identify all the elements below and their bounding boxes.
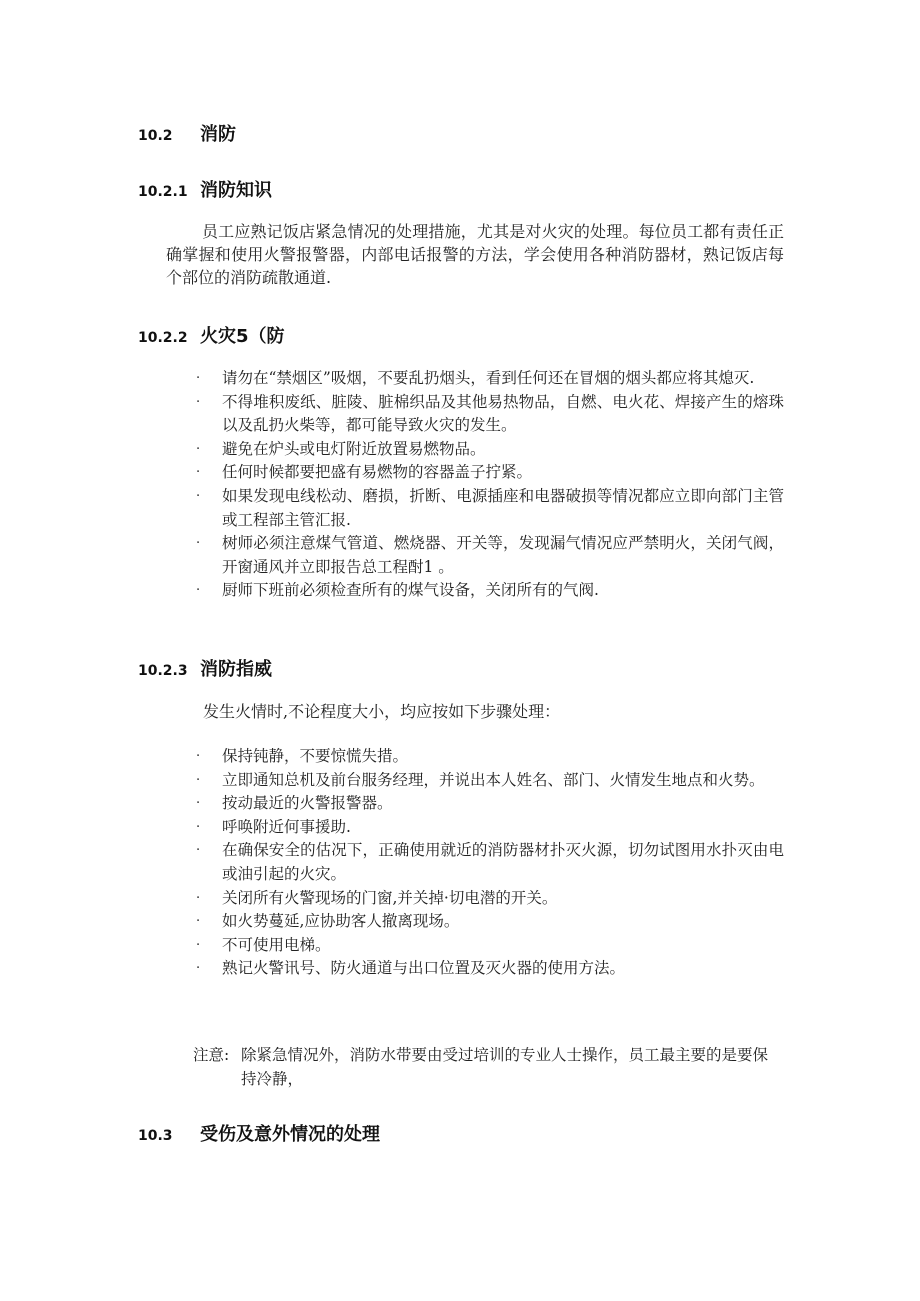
- list-item-text: 如火势蔓延,应协助客人撤离现场。: [222, 912, 460, 931]
- bullet-symbol: ·: [196, 914, 201, 930]
- list-item: [196, 579, 784, 603]
- bullet-symbol: ·: [196, 937, 201, 953]
- heading-10-2-3: [138, 655, 272, 681]
- heading-10-3: [138, 1120, 380, 1146]
- bullet-symbol: ·: [196, 488, 201, 504]
- note-label: 注意:: [193, 1046, 230, 1064]
- list-item: [196, 910, 784, 934]
- list-item: [196, 934, 784, 958]
- bullet-symbol: ·: [196, 441, 201, 457]
- section-title: 消防指威: [200, 659, 272, 680]
- fire-procedure-intro: 发生火情时,不论程度大小，均应按如下步骤处理：: [203, 702, 561, 721]
- list-item: [196, 461, 784, 485]
- list-item-text: 熟记火警讯号、防火通道与出口位置及灭火器的使用方法。: [222, 959, 626, 978]
- section-number: 10.2: [138, 128, 173, 144]
- list-item-text: 避免在炉头或电灯附近放置易燃物品。: [222, 439, 486, 458]
- bullet-symbol: ·: [196, 890, 201, 906]
- list-item-text: 关闭所有火警现场的门窗,并关掉·切电潜的开关。: [222, 888, 558, 907]
- list-item: [196, 769, 784, 793]
- heading-10-2-2: [138, 322, 285, 348]
- bullet-symbol: ·: [196, 371, 201, 386]
- heading-10-2-1: [138, 176, 272, 202]
- section-title: 消防: [200, 124, 236, 145]
- list-item: [196, 745, 784, 769]
- heading-10-2: [138, 120, 236, 146]
- fire-knowledge-paragraph: 员工应熟记饭店紧急情况的处理措施，尤其是对火灾的处理。每位员工都有责任正确掌握和使用火警报警器，内部电话报警的方法，学会使用各种消防器材，熟记饭店每个部位的消防疏散通道.: [166, 222, 784, 287]
- list-item-text: 按动最近的火警报警器。: [222, 794, 393, 813]
- fire-prevention-list: [196, 367, 784, 603]
- bullet-symbol: ·: [196, 536, 201, 552]
- list-item-text: 不得堆积废纸、脏陵、脏棉织品及其他易热物品，自燃、电火花、焊接产生的熔珠以及乱扔火柴等，都可能导致火灾的发生。: [222, 392, 784, 435]
- section-number: 10.2.2: [138, 330, 188, 346]
- bullet-symbol: ·: [196, 394, 201, 410]
- section-number: 10.2.3: [138, 663, 188, 679]
- list-item: [196, 532, 784, 579]
- section-title: 火灾5（防: [200, 326, 285, 347]
- list-item-text: 树师必须注意煤气管道、燃烧器、开关等，发现漏气情况应严禁明火，关闭气阀，开窗通风并立即报告总工程酎1 。: [222, 534, 784, 576]
- list-item-text: 请勿在“禁烟区”吸烟，不要乱扔烟头，看到任何还在冒烟的烟头都应将其熄灭.: [222, 369, 755, 387]
- list-item-text: 不可使用电梯。: [222, 935, 331, 954]
- bullet-symbol: ·: [196, 772, 201, 788]
- list-item: [196, 816, 784, 840]
- list-item: [196, 792, 784, 816]
- fire-procedure-list: [196, 745, 784, 981]
- list-item: [196, 887, 784, 911]
- list-item: [196, 839, 784, 886]
- bullet-symbol: ·: [196, 819, 201, 835]
- bullet-symbol: ·: [196, 583, 201, 599]
- bullet-symbol: ·: [196, 465, 201, 481]
- list-item: [196, 367, 784, 391]
- bullet-symbol: ·: [196, 749, 201, 764]
- bullet-symbol: ·: [196, 796, 201, 812]
- note-text: 除紧急情况外，消防水带要由受过培训的专业人士操作，员工最主要的是要保持冷静，: [241, 1046, 769, 1088]
- section-title: 消防知识: [200, 180, 272, 201]
- list-item: [196, 438, 784, 462]
- section-number: 10.2.1: [138, 184, 188, 200]
- list-item: [196, 957, 784, 981]
- list-item-text: 呼唤附近何事援助.: [222, 817, 351, 836]
- list-item-text: 立即通知总机及前台服务经理，并说出本人姓名、部门、火情发生地点和火势。: [222, 770, 765, 789]
- fire-hose-note: [193, 1043, 783, 1091]
- list-item: [196, 391, 784, 438]
- list-item: [196, 485, 784, 532]
- bullet-symbol: ·: [196, 961, 201, 977]
- list-item-text: 厨师下班前必须检查所有的煤气设备，关闭所有的气阀.: [222, 581, 599, 600]
- section-title: 受伤及意外情况的处理: [200, 1124, 380, 1145]
- list-item-text: 任何时候都要把盛有易燃物的容器盖子拧紧。: [222, 463, 533, 482]
- list-item-text: 如果发现电线松动、磨损，折断、电源插座和电器破损等情况都应立即向部门主管或工程部主管汇报.: [222, 486, 784, 529]
- list-item-text: 保持钝静，不要惊慌失措。: [222, 747, 409, 765]
- section-number: 10.3: [138, 1128, 173, 1144]
- bullet-symbol: ·: [196, 843, 201, 859]
- list-item-text: 在确保安全的估况下，正确使用就近的消防器材扑灭火源，切勿试图用水扑灭由电或油引起的火灾。: [222, 841, 784, 883]
